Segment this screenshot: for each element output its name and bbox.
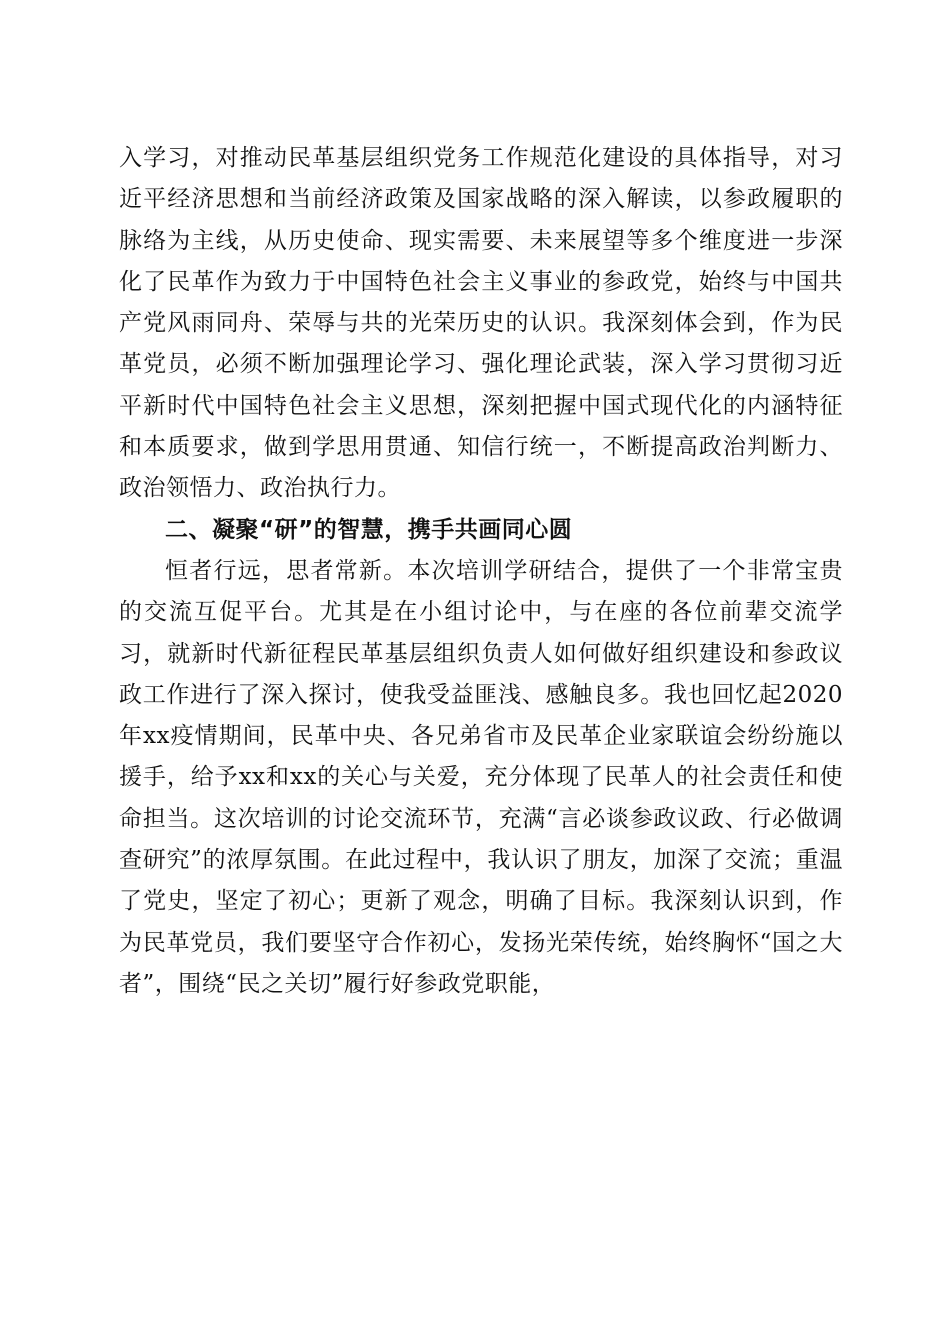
- body-paragraph: 恒者行远，思者常新。本次培训学研结合，提供了一个非常宝贵的交流互促平台。尤其是在小组讨论中，与在座的各位前辈交流学习，就新时代新征程民革基层组织负责人如何做好组织建设和参政议政工作进行了深入探讨，使我受益匪浅、感触良多。我也回忆起2020年xx疫情期间，民革中央、各兄弟省市及民革企业家联谊会纷纷施以援手，给予xx和xx的关心与关爱，充分体现了民革人的社会责任和使命担当。这次培训的讨论交流环节，充满“言必谈参政议政、行必做调查研究”的浓厚氛围。在此过程中，我认识了朋友，加深了交流；重温了党史，坚定了初心；更新了观念，明确了目标。我深刻认识到，作为民革党员，我们要坚守合作初心，发扬光荣传统，始终胸怀“国之大者”，围绕“民之关切”履行好参政党职能，: [119, 557, 843, 997]
- document-page: [119, 138, 843, 1005]
- body-paragraph-continued: 入学习，对推动民革基层组织党务工作规范化建设的具体指导，对习近平经济思想和当前经济政策及国家战略的深入解读，以参政履职的脉络为主线，从历史使命、现实需要、未来展望等多个维度进一步深化了民革作为致力于中国特色社会主义事业的参政党，始终与中国共产党风雨同舟、荣辱与共的光荣历史的认识。我深刻体会到，作为民革党员，必须不断加强理论学习、强化理论武装，深入学习贯彻习近平新时代中国特色社会主义思想，深刻把握中国式现代化的内涵特征和本质要求，做到学思用贯通、知信行统一，不断提高政治判断力、政治领悟力、政治执行力。: [119, 145, 843, 502]
- section-heading: 二、凝聚“研”的智慧，携手共画同心圆: [165, 516, 573, 543]
